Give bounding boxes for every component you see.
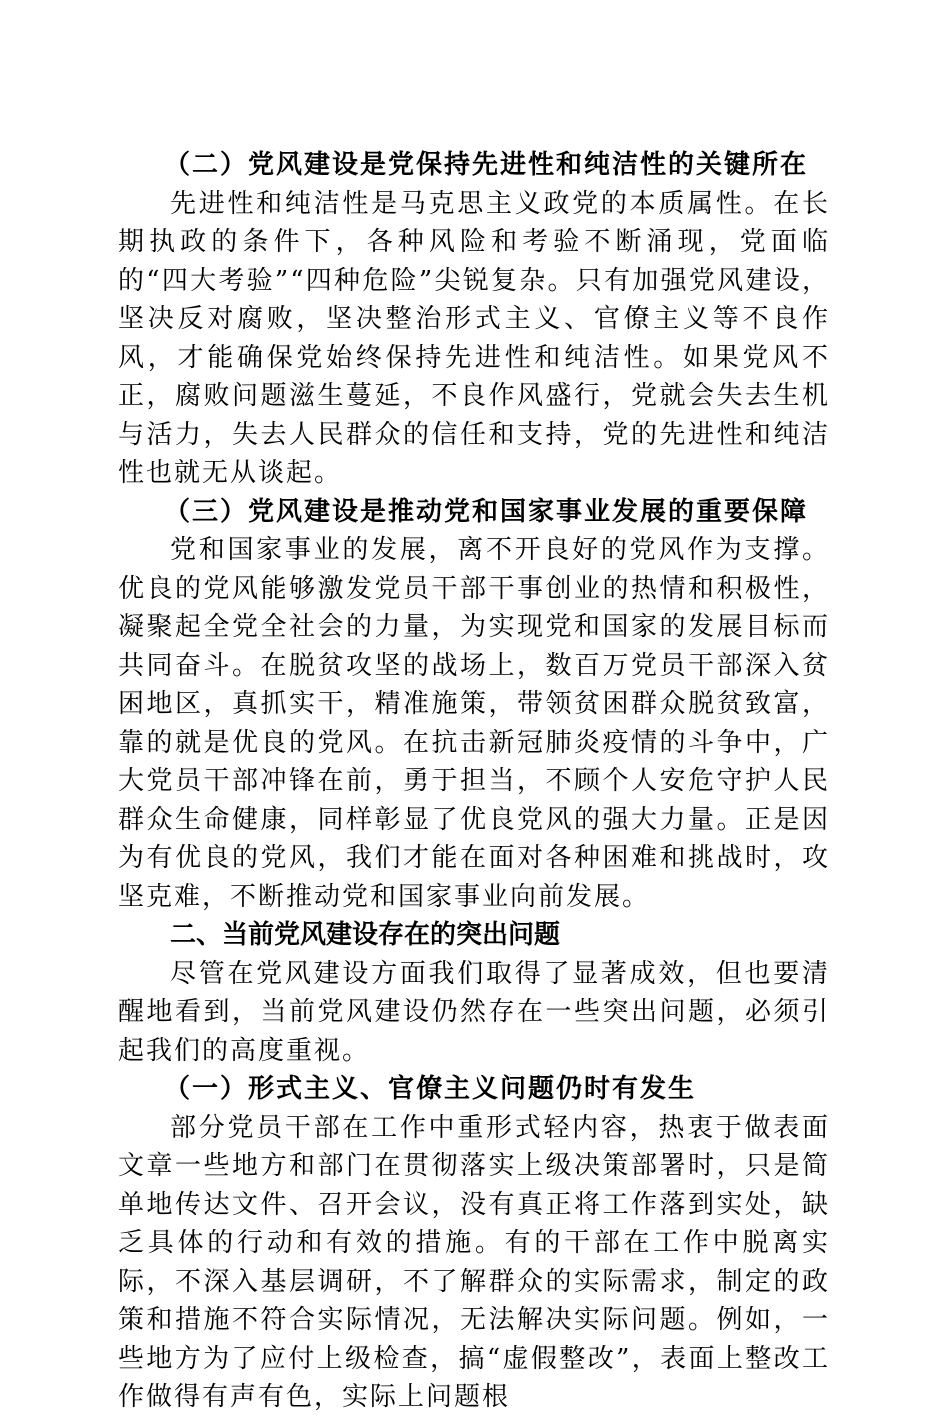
document-body xyxy=(118,146,830,1417)
paragraph-problems-intro: 尽管在党风建设方面我们取得了显著成效，但也要清醒地看到，当前党风建设仍然存在一些突出问题，必须引起我们的高度重视。 xyxy=(118,958,830,1066)
paragraph-party-cause-development: 党和国家事业的发展，离不开良好的党风作为支撑。优良的党风能够激发党员干部干事创业的热情和积极性，凝聚起全党全社会的力量，为实现党和国家的发展目标而共同奋斗。在脱贫攻坚的战场上，数百万党员干部深入贫困地区，真抓实干，精准施策，带领贫困群众脱贫致富，靠的就是优良的党风。在抗击新冠肺炎疫情的斗争中，广大党员干部冲锋在前，勇于担当，不顾个人安危守护人民群众生命健康，同样彰显了优良党风的强大力量。正是因为有优良的党风，我们才能在面对各种困难和挑战时，攻坚克难，不断推动党和国家事业向前发展。 xyxy=(118,535,830,912)
paragraph-formalism-details: 部分党员干部在工作中重形式轻内容，热衷于做表面文章一些地方和部门在贯彻落实上级决策部署时，只是简单地传达文件、召开会议，没有真正将工作落到实处，缺乏具体的行动和有效的措施。有的干部在工作中脱离实际，不深入基层调研，不了解群众的实际需求，制定的政策和措施不符合实际情况，无法解决实际问题。例如，一些地方为了应付上级检查，搞“虚假整改”，表面上整改工作做得有声有色，实际上问题根 xyxy=(118,1112,830,1412)
subheading-party-guarantee: （三）党风建设是推动党和国家事业发展的重要保障 xyxy=(164,496,809,527)
subheading-party-advancement: （二）党风建设是党保持先进性和纯洁性的关键所在 xyxy=(164,150,809,180)
subheading-formalism-bureaucratism: （一）形式主义、官僚主义问题仍时有发生 xyxy=(164,1074,697,1104)
section-heading-current-problems: 二、当前党风建设存在的突出问题 xyxy=(170,920,561,950)
paragraph-advancement-purity: 先进性和纯洁性是马克思主义政党的本质属性。在长期执政的条件下，各种风险和考验不断涌现，党面临的“四大考验”“四种危险”尖锐复杂。只有加强党风建设，坚决反对腐败，坚决整治形式主义、官僚主义等不良作风，才能确保党始终保持先进性和纯洁性。如果党风不正，腐败问题滋生蔓延，不良作风盛行，党就会失去生机与活力，失去人民群众的信任和支持，党的先进性和纯洁性也就无从谈起。 xyxy=(118,188,830,488)
